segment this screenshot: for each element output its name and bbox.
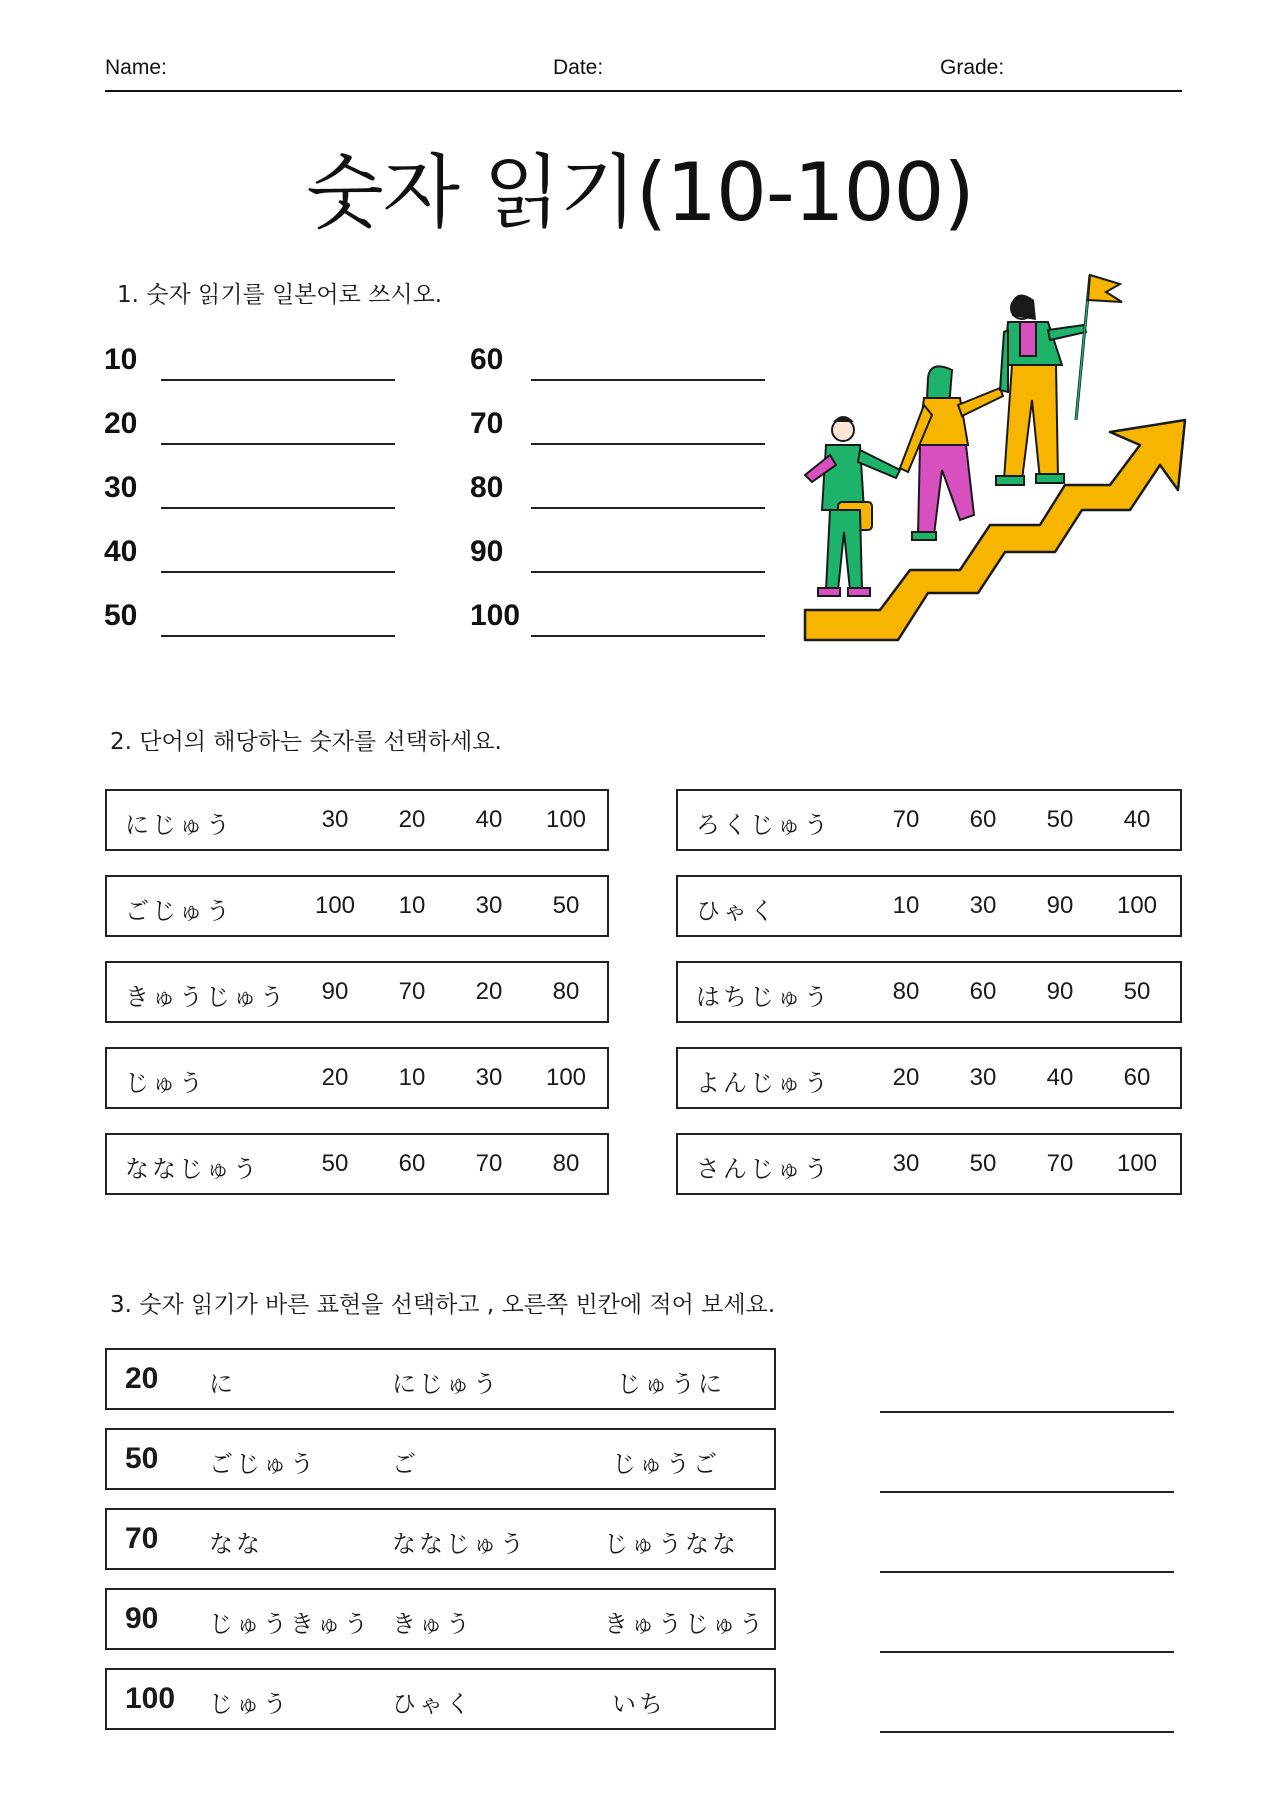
q2-row	[676, 789, 1182, 851]
q2-option[interactable]: 70	[398, 978, 426, 1005]
q1-answer-line[interactable]	[161, 507, 395, 509]
q3-answer-line[interactable]	[880, 1651, 1174, 1653]
q3-number: 100	[125, 1682, 176, 1715]
q2-option[interactable]: 90	[321, 978, 349, 1005]
q2-row	[676, 1047, 1182, 1109]
q2-option[interactable]: 60	[969, 978, 997, 1005]
q2-option[interactable]: 50	[552, 892, 580, 919]
q3-number: 70	[125, 1522, 159, 1555]
q2-word: じゅう	[125, 1069, 206, 1097]
q2-option[interactable]: 30	[969, 892, 997, 919]
q2-option[interactable]: 60	[398, 1150, 426, 1177]
q3-choice[interactable]: にじゅう	[392, 1370, 500, 1398]
q2-option[interactable]: 50	[321, 1150, 349, 1177]
q1-answer-line[interactable]	[531, 635, 765, 637]
q2-word: ごじゅう	[125, 897, 233, 925]
q1-answer-line[interactable]	[161, 379, 395, 381]
q1-answer-line[interactable]	[531, 571, 765, 573]
q3-choice[interactable]: に	[209, 1370, 236, 1398]
q2-word: よんじゅう	[696, 1069, 831, 1097]
q1-answer-line[interactable]	[161, 571, 395, 573]
q3-choice[interactable]: じゅうなな	[604, 1530, 739, 1558]
q2-row	[105, 875, 609, 937]
q1-instruction: 1. 숫자 읽기를 일본어로 쓰시오.	[117, 282, 443, 308]
q1-number: 40	[104, 535, 138, 568]
q2-row	[105, 1133, 609, 1195]
q2-option[interactable]: 40	[475, 806, 503, 833]
q1-number: 70	[470, 407, 504, 440]
q2-option[interactable]: 40	[1046, 1064, 1074, 1091]
q3-answer-line[interactable]	[880, 1731, 1174, 1733]
q2-word: さんじゅう	[696, 1155, 831, 1183]
q3-choice[interactable]: いち	[612, 1690, 666, 1718]
name-label: Name:	[105, 56, 167, 79]
q2-word: ろくじゅう	[696, 811, 831, 839]
q2-option[interactable]: 30	[969, 1064, 997, 1091]
q2-word: きゅうじゅう	[125, 983, 287, 1011]
q2-option[interactable]: 20	[321, 1064, 349, 1091]
q3-choice[interactable]: じゅうに	[617, 1370, 725, 1398]
q3-row	[105, 1428, 776, 1490]
q2-option[interactable]: 100	[1116, 1150, 1158, 1177]
q2-option[interactable]: 100	[545, 1064, 587, 1091]
q3-number: 90	[125, 1602, 159, 1635]
q1-number: 50	[104, 599, 138, 632]
q2-option[interactable]: 90	[1046, 892, 1074, 919]
q3-row	[105, 1588, 776, 1650]
q3-choice[interactable]: ごじゅう	[209, 1450, 317, 1478]
q1-answer-line[interactable]	[161, 443, 395, 445]
q2-option[interactable]: 80	[552, 1150, 580, 1177]
q2-option[interactable]: 100	[314, 892, 356, 919]
grade-label: Grade:	[940, 56, 1005, 79]
q3-choice[interactable]: ひゃく	[392, 1690, 473, 1718]
q2-word: ひゃく	[696, 897, 777, 925]
team-climbing-stairs-icon	[800, 270, 1200, 650]
q1-answer-line[interactable]	[531, 507, 765, 509]
q2-option[interactable]: 30	[475, 892, 503, 919]
q3-row	[105, 1348, 776, 1410]
q2-option[interactable]: 30	[892, 1150, 920, 1177]
q2-row	[676, 875, 1182, 937]
q1-number: 90	[470, 535, 504, 568]
q3-choice[interactable]: じゅう	[209, 1690, 290, 1718]
q2-option[interactable]: 100	[545, 806, 587, 833]
q2-option[interactable]: 50	[1123, 978, 1151, 1005]
q2-option[interactable]: 20	[892, 1064, 920, 1091]
q3-row	[105, 1508, 776, 1570]
q3-instruction: 3. 숫자 읽기가 바른 표현을 선택하고 , 오른쪽 빈칸에 적어 보세요.	[110, 1292, 776, 1318]
q3-choice[interactable]: きゅう	[392, 1610, 473, 1638]
q1-answer-line[interactable]	[531, 379, 765, 381]
q2-option[interactable]: 30	[475, 1064, 503, 1091]
q2-row	[676, 961, 1182, 1023]
q2-option[interactable]: 70	[475, 1150, 503, 1177]
q2-option[interactable]: 70	[1046, 1150, 1074, 1177]
q1-answer-line[interactable]	[161, 635, 395, 637]
q2-row	[105, 1047, 609, 1109]
q1-answer-line[interactable]	[531, 443, 765, 445]
q1-number: 60	[470, 343, 504, 376]
date-label: Date:	[553, 56, 604, 79]
q1-number: 20	[104, 407, 138, 440]
q3-choice[interactable]: なな	[209, 1530, 263, 1558]
q3-choice[interactable]: ななじゅう	[392, 1530, 527, 1558]
q2-option[interactable]: 10	[398, 1064, 426, 1091]
q2-word: ななじゅう	[125, 1155, 260, 1183]
page-title: 숫자 읽기(10-100)	[306, 146, 974, 239]
q3-answer-line[interactable]	[880, 1491, 1174, 1493]
q2-option[interactable]: 80	[892, 978, 920, 1005]
q3-number: 50	[125, 1442, 159, 1475]
q3-answer-line[interactable]	[880, 1411, 1174, 1413]
q1-number: 30	[104, 471, 138, 504]
q1-number: 100	[470, 599, 521, 632]
q2-option[interactable]: 20	[398, 806, 426, 833]
q1-number: 80	[470, 471, 504, 504]
q2-option[interactable]: 60	[969, 806, 997, 833]
q3-number: 20	[125, 1362, 159, 1395]
q2-option[interactable]: 30	[321, 806, 349, 833]
q2-option[interactable]: 90	[1046, 978, 1074, 1005]
header-divider	[105, 90, 1182, 92]
q2-instruction: 2. 단어의 해당하는 숫자를 선택하세요.	[110, 729, 502, 755]
q2-row	[105, 789, 609, 851]
q2-option[interactable]: 10	[892, 892, 920, 919]
q2-option[interactable]: 50	[1046, 806, 1074, 833]
q1-number: 10	[104, 343, 138, 376]
q2-option[interactable]: 20	[475, 978, 503, 1005]
q2-row	[105, 961, 609, 1023]
q2-option[interactable]: 70	[892, 806, 920, 833]
q2-word: はちじゅう	[696, 983, 831, 1011]
q3-row	[105, 1668, 776, 1730]
q2-row	[676, 1133, 1182, 1195]
q2-option[interactable]: 40	[1123, 806, 1151, 833]
q3-answer-line[interactable]	[880, 1571, 1174, 1573]
q3-choice[interactable]: じゅうご	[612, 1450, 720, 1478]
q2-option[interactable]: 60	[1123, 1064, 1151, 1091]
q2-option[interactable]: 80	[552, 978, 580, 1005]
q2-option[interactable]: 10	[398, 892, 426, 919]
q3-choice[interactable]: じゅうきゅう	[209, 1610, 371, 1638]
q2-option[interactable]: 50	[969, 1150, 997, 1177]
q3-choice[interactable]: ご	[392, 1450, 419, 1478]
q2-option[interactable]: 100	[1116, 892, 1158, 919]
q3-choice[interactable]: きゅうじゅう	[604, 1610, 766, 1638]
q2-word: にじゅう	[125, 811, 233, 839]
